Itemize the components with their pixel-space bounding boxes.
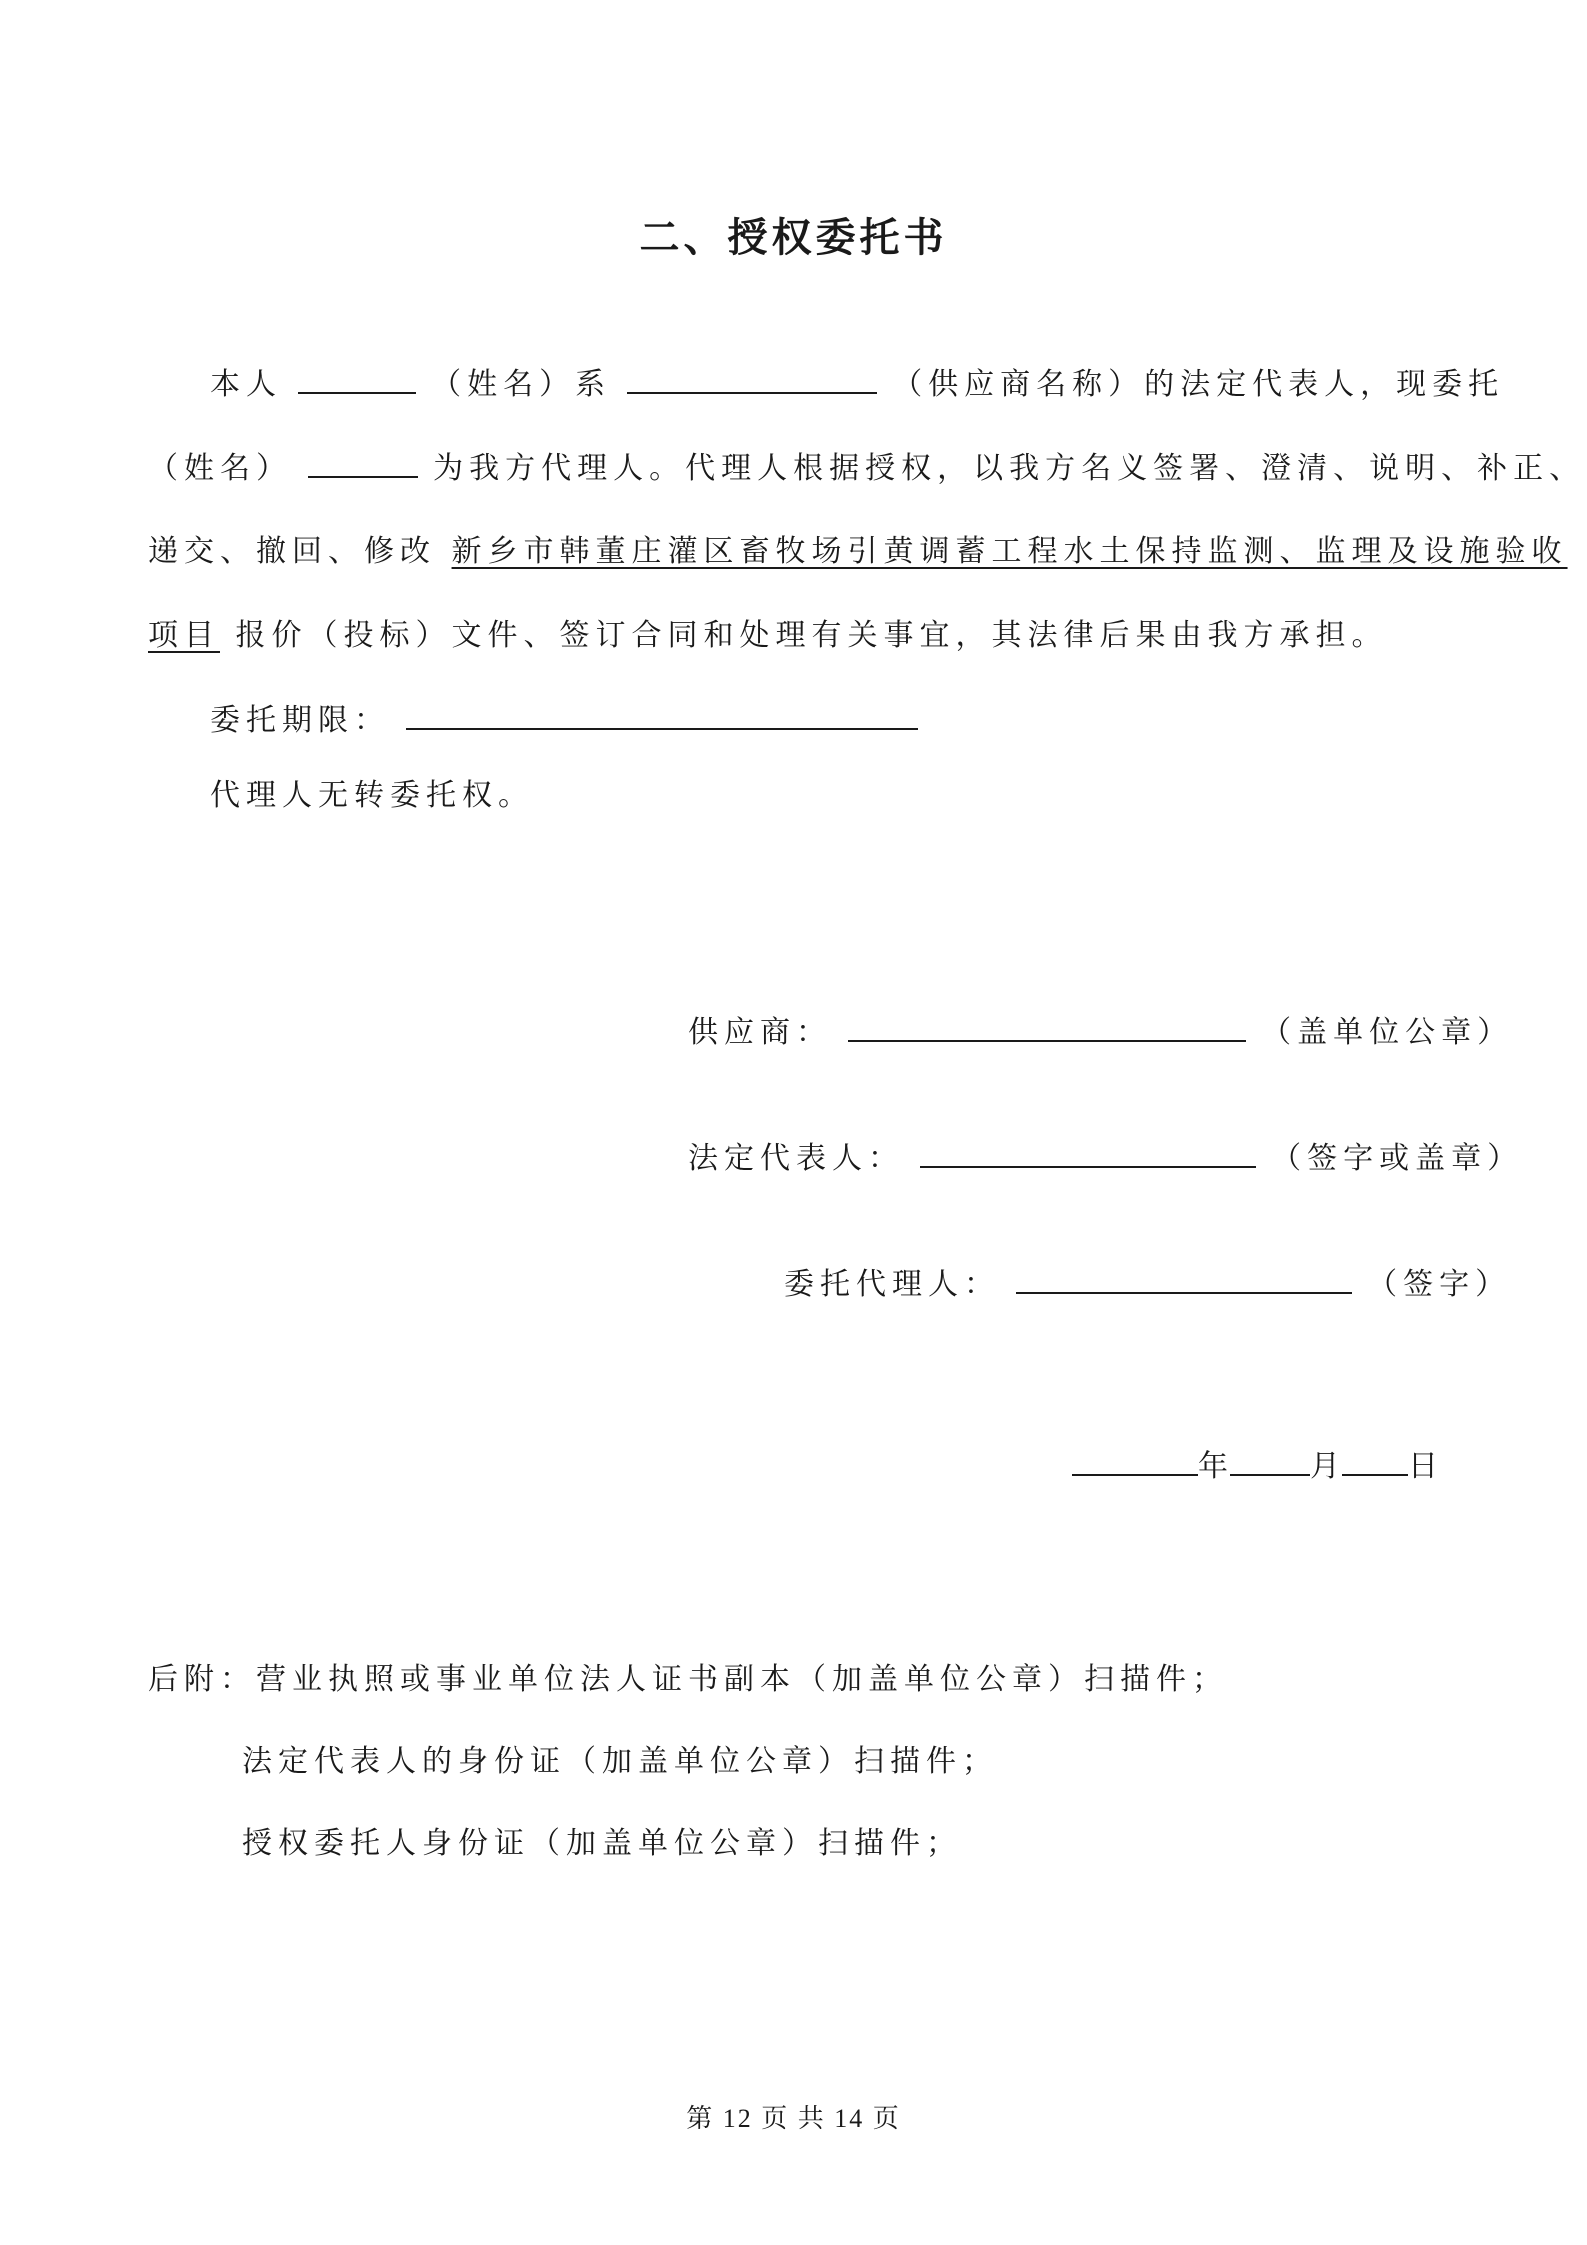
- project-name: 新乡市韩董庄灌区畜牧场引黄调蓄工程水土保持监测、监理及设施验收: [451, 534, 1568, 569]
- month-blank[interactable]: [1230, 1444, 1310, 1476]
- day-label: 日: [1408, 1449, 1440, 1484]
- legal-rep-blank[interactable]: [920, 1136, 1256, 1168]
- paragraph-line-3: [148, 530, 1568, 574]
- paragraph-line-1: [210, 362, 1504, 407]
- attachment-line-3: 授权委托人身份证（加盖单位公章）扫描件；: [242, 1826, 962, 1861]
- paragraph-line-2: [148, 446, 1585, 491]
- supplier-blank[interactable]: [848, 1010, 1246, 1042]
- document-title: 二、授权委托书: [639, 215, 948, 261]
- text-segment: 为我方代理人。代理人根据授权，以我方名义签署、澄清、说明、补正、: [433, 451, 1586, 486]
- legal-rep-note: （签字或盖章）: [1271, 1141, 1524, 1176]
- legal-rep-signature-line: [688, 1136, 1523, 1181]
- agent-label: 委托代理人：: [784, 1267, 1000, 1302]
- page-number-footer: 第 12 页 共 14 页: [686, 2104, 901, 2133]
- text-segment: 报价（投标）文件、签订合同和处理有关事宜，其法律后果由我方承担。: [235, 618, 1388, 653]
- agent-note: （签字）: [1367, 1267, 1512, 1302]
- month-label: 月: [1310, 1449, 1342, 1484]
- supplier-signature-line: [688, 1010, 1513, 1055]
- supplier-name-blank[interactable]: [627, 362, 877, 394]
- no-subdelegation: 代理人无转委托权。: [210, 778, 534, 813]
- text-segment: （姓名）: [148, 451, 292, 486]
- legal-rep-label: 法定代表人：: [688, 1141, 904, 1176]
- attachment-line-2: 法定代表人的身份证（加盖单位公章）扫描件；: [242, 1744, 998, 1779]
- text-segment: （姓名）系: [431, 367, 612, 402]
- day-blank[interactable]: [1342, 1444, 1408, 1476]
- text-segment: （供应商名称）的法定代表人，现委托: [892, 367, 1505, 402]
- agent-name-blank[interactable]: [308, 446, 418, 478]
- agent-signature-line: [784, 1262, 1511, 1307]
- supplier-note: （盖单位公章）: [1261, 1015, 1514, 1050]
- name-blank[interactable]: [298, 362, 416, 394]
- term-blank[interactable]: [406, 698, 918, 730]
- date-line: [1072, 1444, 1440, 1489]
- term-line: [210, 698, 918, 743]
- term-label: 委托期限：: [210, 703, 390, 738]
- text-segment: 本人: [210, 367, 282, 402]
- supplier-label: 供应商：: [688, 1015, 832, 1050]
- text-segment: 递交、撤回、修改: [148, 534, 436, 569]
- agent-blank[interactable]: [1016, 1262, 1352, 1294]
- project-name-end: 项目: [148, 618, 220, 653]
- year-label: 年: [1198, 1449, 1230, 1484]
- paragraph-line-4: [148, 614, 1388, 658]
- attachment-line-1: 后附：营业执照或事业单位法人证书副本（加盖单位公章）扫描件；: [148, 1662, 1228, 1697]
- year-blank[interactable]: [1072, 1444, 1198, 1476]
